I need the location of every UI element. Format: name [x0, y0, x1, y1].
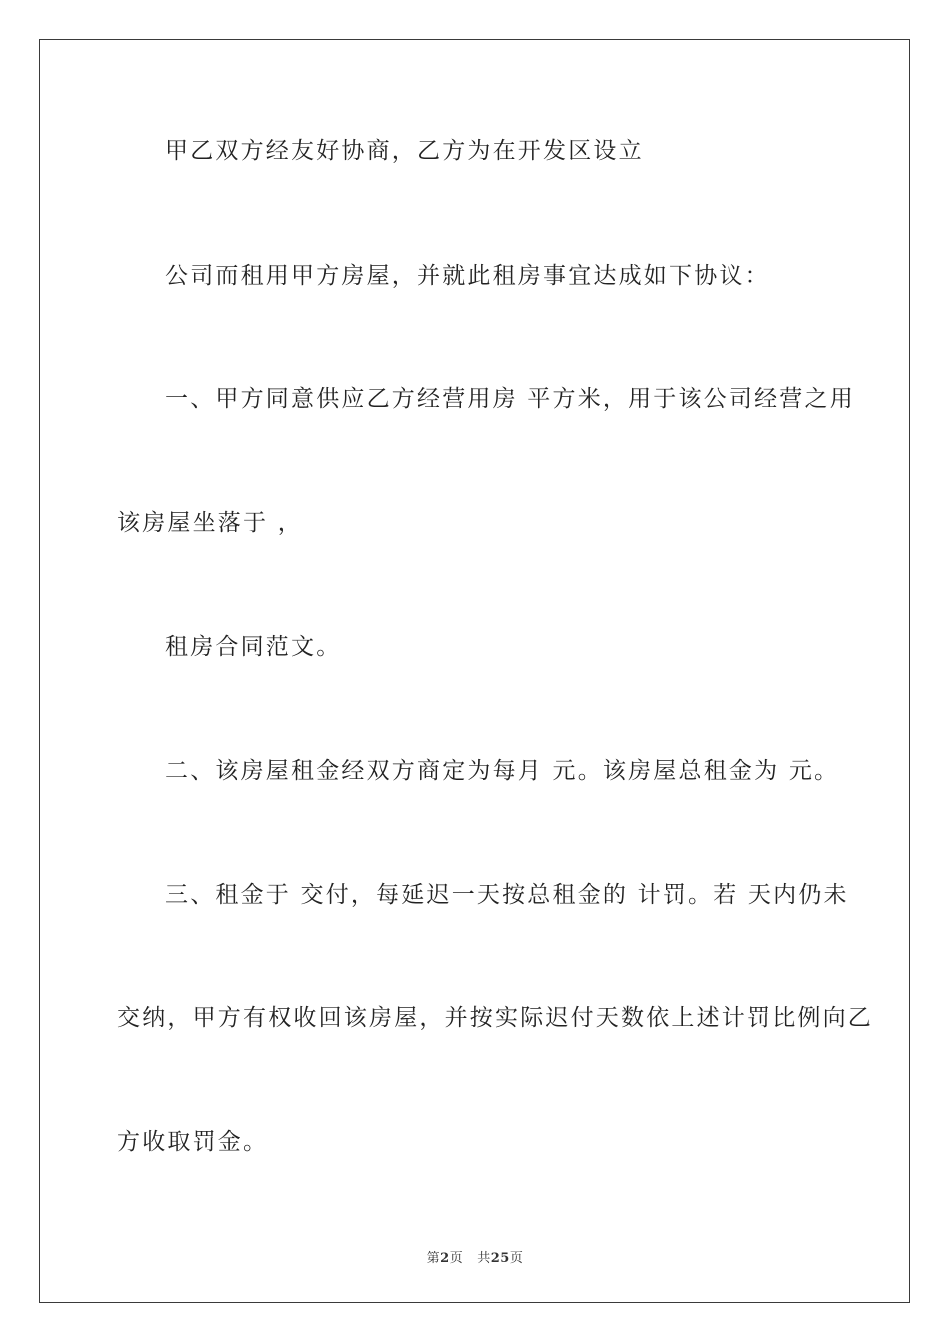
clause-3-line-2: 交纳，甲方有权收回该房屋，并按实际迟付天数依上述计罚比例向乙	[117, 1005, 873, 1031]
paragraph-line-1: 甲乙双方经友好协商，乙方为在开发区设立	[165, 138, 644, 164]
paragraph-line-2: 公司而租用甲方房屋，并就此租房事宜达成如下协议：	[165, 263, 770, 289]
page-prefix: 第	[426, 1251, 441, 1266]
clause-1-line-2: 该房屋坐落于 ，	[117, 510, 303, 536]
clause-3-line-1: 三、租金于 交付，每延迟一天按总租金的 计罚。若 天内仍未	[165, 882, 849, 908]
clause-1-line-1: 一、甲方同意供应乙方经营用房 平方米，用于该公司经营之用	[165, 386, 855, 412]
page-suffix: 页	[449, 1251, 464, 1266]
page-border	[39, 39, 910, 1303]
clause-3-line-3: 方收取罚金。	[117, 1129, 269, 1155]
total-prefix: 共	[477, 1251, 491, 1266]
page-number: 2	[440, 1251, 450, 1266]
paragraph-line-5: 租房合同范文。	[165, 634, 342, 660]
total-suffix: 页	[509, 1251, 524, 1266]
total-pages: 25	[490, 1251, 510, 1266]
page-footer	[0, 1247, 950, 1266]
clause-2-line-1: 二、该房屋租金经双方商定为每月 元。该房屋总租金为 元。	[165, 758, 840, 784]
